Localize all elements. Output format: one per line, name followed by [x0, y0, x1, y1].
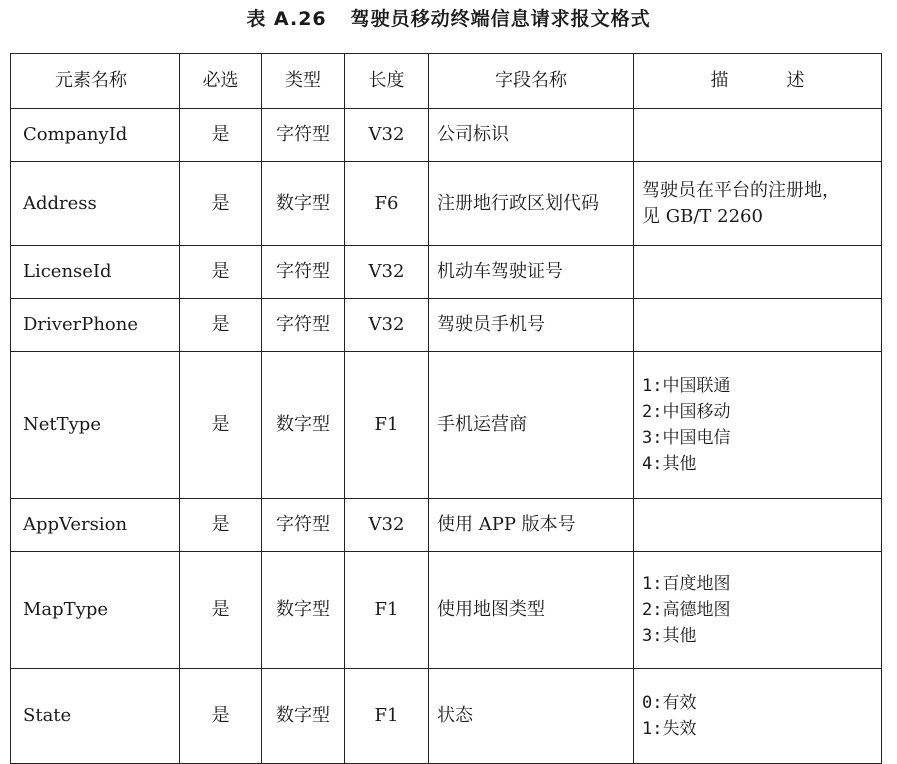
length-cell: V32 — [345, 299, 429, 352]
header-type: 类型 — [262, 54, 345, 109]
length-cell: V32 — [345, 499, 429, 552]
field-name-cell: 机动车驾驶证号 — [429, 246, 634, 299]
description-line: 3:中国电信 — [642, 428, 731, 448]
table-title — [0, 4, 897, 34]
description-cell — [634, 109, 882, 162]
required-cell: 是 — [180, 352, 262, 499]
description-line: 3:其他 — [642, 626, 697, 646]
table-row — [11, 499, 882, 552]
type-cell: 数字型 — [262, 162, 345, 246]
field-name-cell: 使用地图类型 — [429, 552, 634, 669]
header-length: 长度 — [345, 54, 429, 109]
description-cell — [634, 669, 882, 764]
length-cell: V32 — [345, 109, 429, 162]
element-name-cell: MapType — [11, 552, 180, 669]
element-name-cell: NetType — [11, 352, 180, 499]
table-row — [11, 552, 882, 669]
table-caption: 驾驶员移动终端信息请求报文格式 — [350, 8, 651, 30]
type-cell: 字符型 — [262, 299, 345, 352]
description-line: 0:有效 — [642, 693, 697, 713]
type-cell: 字符型 — [262, 109, 345, 162]
required-cell: 是 — [180, 552, 262, 669]
type-cell: 数字型 — [262, 669, 345, 764]
description-line: 1:中国联通 — [642, 376, 731, 396]
description-cell — [634, 299, 882, 352]
header-field-name: 字段名称 — [429, 54, 634, 109]
description-line: 1:失效 — [642, 719, 697, 739]
element-name-cell: Address — [11, 162, 180, 246]
field-name-cell: 驾驶员手机号 — [429, 299, 634, 352]
table-row — [11, 246, 882, 299]
description-line: 驾驶员在平台的注册地， — [642, 179, 840, 201]
description-line: 4:其他 — [642, 454, 697, 474]
element-name-cell: LicenseId — [11, 246, 180, 299]
table-row — [11, 352, 882, 499]
element-name-cell: CompanyId — [11, 109, 180, 162]
header-description: 描述 — [634, 54, 882, 109]
description-line: 见 GB/T 2260 — [642, 205, 763, 227]
description-line: 1:百度地图 — [642, 574, 731, 594]
table-number: 表 A.26 — [246, 8, 327, 30]
field-name-cell: 状态 — [429, 669, 634, 764]
element-name-cell: AppVersion — [11, 499, 180, 552]
field-name-cell: 公司标识 — [429, 109, 634, 162]
message-format-table — [10, 53, 882, 764]
type-cell: 字符型 — [262, 246, 345, 299]
description-line: 2:中国移动 — [642, 402, 731, 422]
required-cell: 是 — [180, 499, 262, 552]
required-cell: 是 — [180, 299, 262, 352]
length-cell: V32 — [345, 246, 429, 299]
table-header-row — [11, 54, 882, 109]
description-cell — [634, 162, 882, 246]
description-cell — [634, 552, 882, 669]
type-cell: 数字型 — [262, 552, 345, 669]
table-row — [11, 162, 882, 246]
type-cell: 数字型 — [262, 352, 345, 499]
field-name-cell: 注册地行政区划代码 — [429, 162, 634, 246]
description-line: 2:高德地图 — [642, 600, 731, 620]
description-cell — [634, 352, 882, 499]
type-cell: 字符型 — [262, 499, 345, 552]
required-cell: 是 — [180, 246, 262, 299]
length-cell: F6 — [345, 162, 429, 246]
length-cell: F1 — [345, 352, 429, 499]
field-name-cell: 使用 APP 版本号 — [429, 499, 634, 552]
element-name-cell: DriverPhone — [11, 299, 180, 352]
required-cell: 是 — [180, 162, 262, 246]
length-cell: F1 — [345, 552, 429, 669]
length-cell: F1 — [345, 669, 429, 764]
header-required: 必选 — [180, 54, 262, 109]
field-name-cell: 手机运营商 — [429, 352, 634, 499]
table-row — [11, 669, 882, 764]
table-row — [11, 299, 882, 352]
description-cell — [634, 499, 882, 552]
required-cell: 是 — [180, 669, 262, 764]
header-element-name: 元素名称 — [11, 54, 180, 109]
table-row — [11, 109, 882, 162]
element-name-cell: State — [11, 669, 180, 764]
description-cell — [634, 246, 882, 299]
required-cell: 是 — [180, 109, 262, 162]
